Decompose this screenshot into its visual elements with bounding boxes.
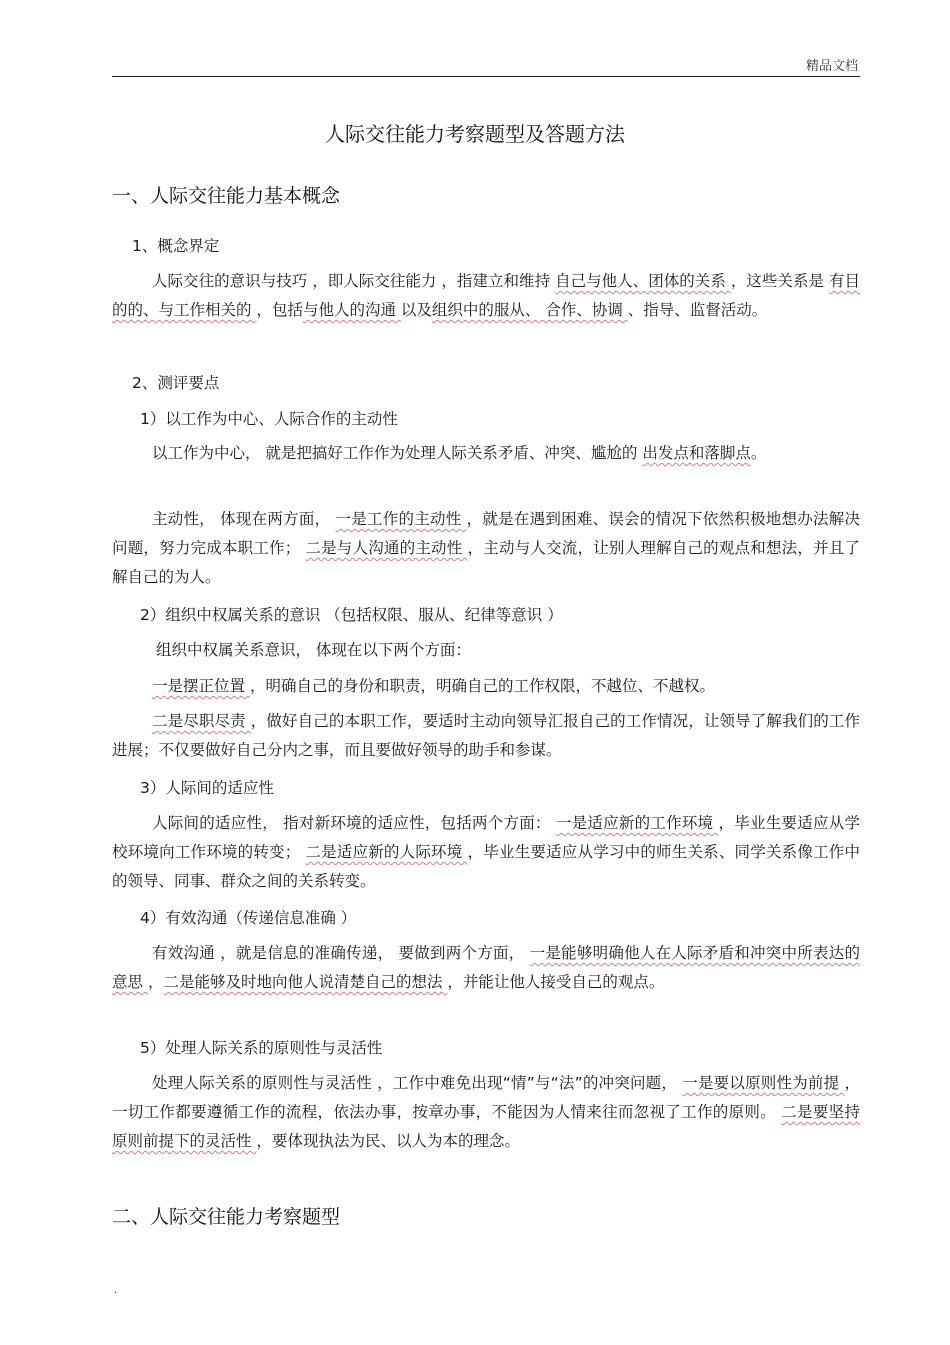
underlined-phrase: 与他人的沟通	[302, 301, 401, 319]
point-2-paragraph-3: 二是尽职尽责 ，做好自己的本职工作，要适时主动向领导汇报自己的工作情况，让领导了解我们的工作进展；不仅要做好自己分内之事，而且要做好领导的助手和参谋。	[112, 712, 860, 759]
point-2-heading: 2）组织中权属关系的意识 （包括权限、服从、纪律等意识 ）	[140, 606, 563, 624]
underlined-phrase: 二是适应新的人际环境	[305, 843, 468, 861]
point-1-paragraph-2: 主动性， 体现在两方面， 一是工作的主动性 ，就是在遇到困难、误会的情况下依然积极地想办法解决问题，努力完成本职工作； 二是与人沟通的主动性 ，主动与人交流，让别人理解自己的观点和想法，并且了解自己的为人。	[112, 510, 860, 586]
point-3-paragraph: 人际间的适应性， 指对新环境的适应性，包括两个方面： 一是适应新的工作环境 ，毕业生要适应从学校环境向工作环境的转变； 二是适应新的人际环境 ，毕业生要适应从学习中的师生关系、同学关系像工作中的领导、同事、群众之间的关系转变。	[112, 814, 860, 890]
section-1-heading: 一、人际交往能力基本概念	[112, 185, 341, 207]
underlined-phrase: 出发点和落脚点	[642, 444, 751, 462]
concept-heading: 1、概念界定	[132, 237, 220, 255]
underlined-phrase: 自己与他人、团体的关系	[555, 272, 731, 290]
underlined-phrase: 二是要坚持原则前提下的灵活性	[112, 1103, 860, 1150]
underlined-phrase: 二是与人沟通的主动性	[305, 539, 468, 557]
underlined-phrase: 一是摆正位置	[152, 677, 250, 695]
underlined-phrase: 有目的的、与工作相关的	[112, 272, 860, 319]
footer-mark: .	[114, 1285, 118, 1296]
underlined-phrase: 一是适应新的工作环境	[555, 814, 719, 832]
point-3-heading: 3）人际间的适应性	[140, 779, 274, 797]
header-label: 精品文档	[805, 59, 858, 74]
underlined-phrase: 一是能够明确他人在人际矛盾和冲突中所表达的意思	[112, 944, 860, 991]
underlined-phrase: 组织中的服从、 合作、协调	[431, 301, 628, 319]
point-5-heading: 5）处理人际关系的原则性与灵活性	[140, 1039, 383, 1057]
section-2-heading: 二、人际交往能力考察题型	[112, 1206, 341, 1228]
point-1-heading: 1）以工作为中心、人际合作的主动性	[140, 410, 398, 428]
header-divider	[112, 76, 860, 77]
underlined-phrase: 二是尽职尽责	[152, 712, 251, 730]
point-5-paragraph: 处理人际关系的原则性与灵活性 ，工作中难免出现“情”与“法”的冲突问题， 一是要以原则性为前提 ，一切工作都要遵循工作的流程，依法办事，按章办事，不能因为人情来往而忽视了工作的原则。 二是要坚持原则前提下的灵活性 ，要体现执法为民、以人为本的理念。	[112, 1074, 860, 1150]
point-1-paragraph-1: 以工作为中心， 就是把搞好工作作为处理人际关系矛盾、冲突、尴尬的 出发点和落脚点。	[152, 444, 767, 462]
document-title: 人际交往能力考察题型及答题方法	[325, 122, 625, 146]
underlined-phrase: 二是能够及时地向他人说清楚自己的想法	[163, 973, 448, 991]
point-2-paragraph-2: 一是摆正位置 ，明确自己的身份和职责，明确自己的工作权限，不越位、不越权。	[152, 677, 715, 695]
underlined-phrase: 一是要以原则性为前提	[682, 1074, 845, 1092]
point-2-paragraph-1: 组织中权属关系意识， 体现在以下两个方面：	[156, 641, 471, 659]
point-4-heading: 4）有效沟通（传递信息准确 ）	[140, 909, 357, 927]
points-heading: 2、测评要点	[132, 374, 220, 392]
concept-paragraph: 人际交往的意识与技巧 ，即人际交往能力 ，指建立和维持 自己与他人、团体的关系 ，这些关系是 有目的的、与工作相关的 ，包括与他人的沟通 以及组织中的服从、 合作、协调 、指导、监督活动。	[112, 272, 860, 319]
underlined-phrase: 一是工作的主动性	[335, 510, 467, 528]
point-4-paragraph: 有效沟通 ，就是信息的准确传递， 要做到两个方面， 一是能够明确他人在人际矛盾和冲突中所表达的意思 ，二是能够及时地向他人说清楚自己的想法 ，并能让他人接受自己的观点。	[112, 944, 860, 991]
